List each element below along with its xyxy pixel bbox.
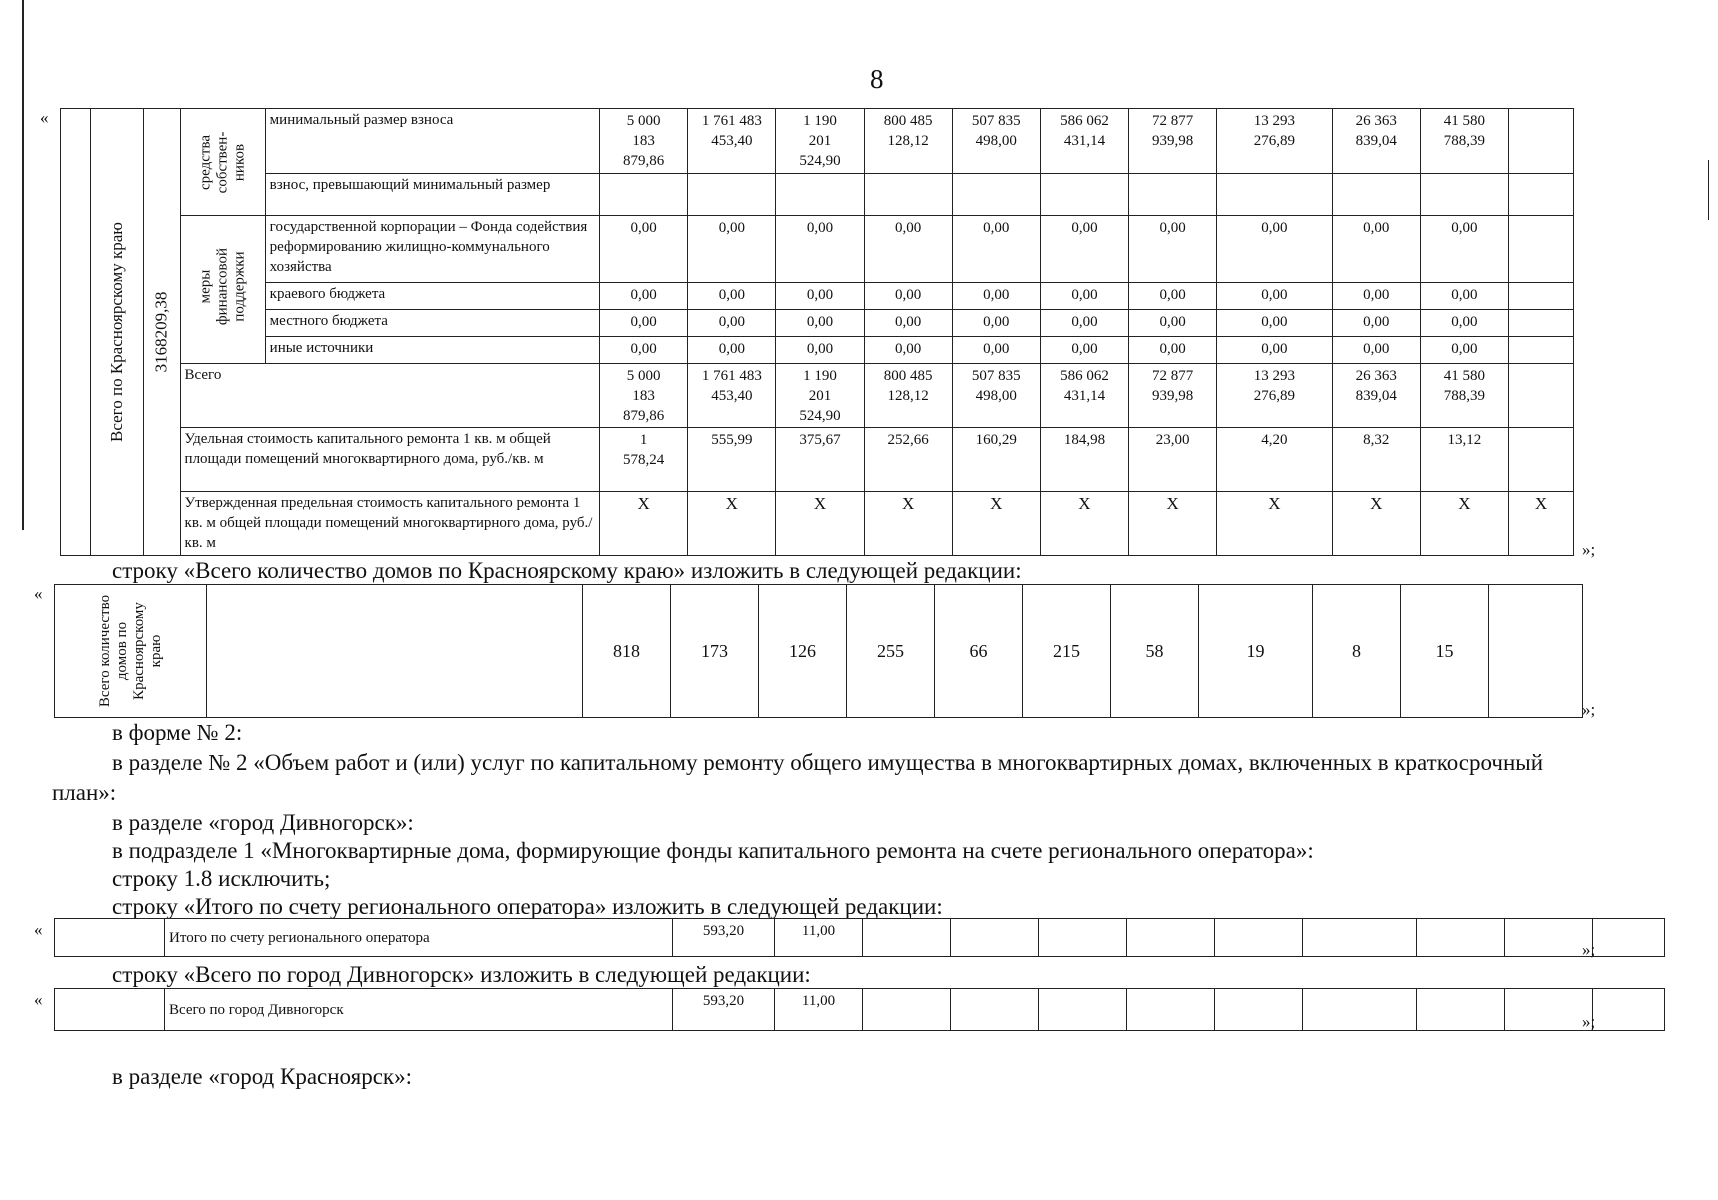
paragraph: в разделе № 2 «Объем работ и (или) услуг по капитальному ремонту общего имущества в многоквартирных домах, включенных в краткосрочный [112,750,1544,775]
cell: 13,12 [1420,428,1508,492]
open-quote: « [34,584,43,603]
cell: X [1420,492,1508,556]
close-quote: »; [1582,1012,1596,1031]
cell: 0,00 [1217,216,1333,283]
cell: 1 190 201 524,90 [776,364,864,428]
cell: 593,20 [673,989,775,1031]
cell: 184,98 [1040,428,1128,492]
cell: 11,00 [775,919,863,957]
cell: 593,20 [673,919,775,957]
cell: 5 000 183 879,86 [600,364,688,428]
cell: X [952,492,1040,556]
cell [1509,283,1574,310]
cell: 507 835 498,00 [952,109,1040,174]
cell [1303,989,1417,1031]
cell: 0,00 [600,337,688,364]
cell: 0,00 [1040,216,1128,283]
cell: 0,00 [864,216,952,283]
cell: 800 485 128,12 [864,364,952,428]
row-label: минимальный размер взноса [265,109,599,174]
paragraph: план»: [52,780,117,805]
cell [55,989,165,1031]
cell: 11,00 [775,989,863,1031]
row-label: Всего по город Дивногорск [165,989,673,1031]
open-quote: « [34,990,43,1009]
row-label: Всего [180,364,600,428]
cell: 0,00 [1129,216,1217,283]
cell: 23,00 [1129,428,1217,492]
cell: X [1509,492,1574,556]
cell [1505,919,1593,957]
cell [1417,989,1505,1031]
cell: 1 761 483 453,40 [688,364,776,428]
cell [1039,919,1127,957]
cell [1129,173,1217,215]
cell: 8 [1313,585,1401,718]
cell [55,919,165,957]
close-quote: »; [1582,540,1596,559]
cell [1420,173,1508,215]
cell: 215 [1023,585,1111,718]
cell: 0,00 [952,283,1040,310]
cell: 0,00 [952,310,1040,337]
cell [1417,919,1505,957]
cell: 0,00 [776,310,864,337]
cell: 0,00 [1332,337,1420,364]
cell: 0,00 [952,216,1040,283]
row-label: Удельная стоимость капитального ремонта 1 кв. м общей площади помещений многоквартирного дома, руб./кв. м [180,428,600,492]
summary-table [60,108,1574,556]
cell: 0,00 [1040,283,1128,310]
cell: 160,29 [952,428,1040,492]
cell [1215,989,1303,1031]
paragraph: строку 1.8 исключить; [112,866,331,891]
cell: 0,00 [1040,337,1128,364]
cell: 0,00 [688,216,776,283]
cell: 375,67 [776,428,864,492]
operator-total-table [54,918,1665,957]
cell: 0,00 [1420,283,1508,310]
cell [1039,989,1127,1031]
paragraph: в разделе «город Дивногорск»: [112,810,414,835]
cell: 0,00 [864,283,952,310]
cell: 15 [1401,585,1489,718]
houses-label: Всего количество домов по Красноярскому краю [96,594,164,708]
cell: 72 877 939,98 [1129,109,1217,174]
cell: 0,00 [1332,310,1420,337]
cell [776,173,864,215]
close-quote: »; [1582,940,1596,959]
cell [863,919,951,957]
group-support-cell [180,216,265,364]
houses-count-table [54,584,1583,718]
cell: 507 835 498,00 [952,364,1040,428]
cell: 0,00 [600,216,688,283]
cell: 586 062 431,14 [1040,364,1128,428]
cell: 0,00 [600,283,688,310]
cell [951,919,1039,957]
close-quote: »; [1582,700,1596,719]
cell [952,173,1040,215]
paragraph: в форме № 2: [112,720,243,745]
cell [1509,310,1574,337]
cell: 0,00 [776,337,864,364]
group-owners-label: средства собствен-ников [197,131,248,193]
cell [1509,109,1574,174]
cell: 0,00 [1129,283,1217,310]
cell: 0,00 [1332,216,1420,283]
cell: 41 580 788,39 [1420,109,1508,174]
row-label: государственной корпорации – Фонда содействия реформированию жилищно-коммунального хозяйства [265,216,599,283]
paragraph: строку «Всего количество домов по Красноярскому краю» изложить в следующей редакции: [112,558,1022,583]
cell: 0,00 [1332,283,1420,310]
cell [1505,989,1596,1031]
cell [600,173,688,215]
cell: 555,99 [688,428,776,492]
margin-line-right [1708,160,1709,220]
cell [1509,364,1574,428]
cell: 0,00 [776,283,864,310]
cell: 800 485 128,12 [864,109,952,174]
margin-line [22,0,24,530]
open-quote: « [40,108,49,127]
cell: X [776,492,864,556]
group-owners-cell [180,109,265,216]
group-support-label: меры финансовой поддержки [197,247,248,325]
cell: 586 062 431,14 [1040,109,1128,174]
houses-label-cell [55,585,207,718]
cell [864,173,952,215]
cell [1040,173,1128,215]
cell: 19 [1199,585,1313,718]
cell: 0,00 [1420,310,1508,337]
area-cell [144,109,180,556]
cell [1509,428,1574,492]
row-label: иные источники [265,337,599,364]
cell [1489,585,1583,718]
cell: X [688,492,776,556]
cell: 0,00 [1217,310,1333,337]
cell: 0,00 [864,310,952,337]
cell: 13 293 276,89 [1217,364,1333,428]
cell: 0,00 [1420,337,1508,364]
cell [1509,216,1574,283]
cell: 0,00 [1129,310,1217,337]
cell: 0,00 [864,337,952,364]
cell: 0,00 [688,283,776,310]
cell [1127,989,1215,1031]
cell: 13 293 276,89 [1217,109,1333,174]
row-label: Итого по счету регионального оператора [165,919,673,957]
cell [1509,173,1574,215]
cell: 0,00 [952,337,1040,364]
cell [951,989,1039,1031]
page-number: 8 [870,64,884,94]
cell [1332,173,1420,215]
cell: 0,00 [1217,283,1333,310]
cell [688,173,776,215]
cell: 5 000 183 879,86 [600,109,688,174]
cell: 66 [935,585,1023,718]
region-label: Всего по Красноярскому краю [107,222,127,442]
cell: 0,00 [1129,337,1217,364]
area-value: 3168209,38 [151,291,171,373]
cell: 0,00 [776,216,864,283]
cell [1215,919,1303,957]
paragraph: строку «Итого по счету регионального оператора» изложить в следующей редакции: [112,894,943,919]
cell: 26 363 839,04 [1332,109,1420,174]
blank-col [61,109,91,556]
paragraph: в разделе «город Красноярск»: [112,1064,412,1089]
cell: 818 [583,585,671,718]
cell: 0,00 [600,310,688,337]
cell: 1 190 201 524,90 [776,109,864,174]
cell [1509,337,1574,364]
divnogorsk-total-table [54,988,1665,1031]
cell [207,585,583,718]
row-label: взнос, превышающий минимальный размер [265,173,599,215]
cell: 252,66 [864,428,952,492]
cell: 41 580 788,39 [1420,364,1508,428]
cell [1217,173,1333,215]
cell: 173 [671,585,759,718]
region-cell [91,109,144,556]
cell: 0,00 [688,337,776,364]
paragraph: в подразделе 1 «Многоквартирные дома, формирующие фонды капитального ремонта на счете регионального оператора»: [112,838,1314,863]
cell: 0,00 [1040,310,1128,337]
cell [863,989,951,1031]
cell: 0,00 [1420,216,1508,283]
cell: 26 363 839,04 [1332,364,1420,428]
cell: 72 877 939,98 [1129,364,1217,428]
cell: X [1040,492,1128,556]
cell: 0,00 [688,310,776,337]
cell: 1 578,24 [600,428,688,492]
cell: 255 [847,585,935,718]
cell: X [600,492,688,556]
cell: 8,32 [1332,428,1420,492]
cell [1593,989,1665,1031]
cell [1127,919,1215,957]
row-label: краевого бюджета [265,283,599,310]
cell: 4,20 [1217,428,1333,492]
cell: 58 [1111,585,1199,718]
row-label: местного бюджета [265,310,599,337]
cell: X [1129,492,1217,556]
cell: 0,00 [1217,337,1333,364]
cell [1303,919,1417,957]
cell: 126 [759,585,847,718]
cell: X [1217,492,1333,556]
cell [1593,919,1665,957]
cell: 1 761 483 453,40 [688,109,776,174]
paragraph: строку «Всего по город Дивногорск» изложить в следующей редакции: [112,962,811,987]
cell: X [1332,492,1420,556]
cell: X [864,492,952,556]
open-quote: « [34,920,43,939]
row-label: Утвержденная предельная стоимость капитального ремонта 1 кв. м общей площади помещений многоквартирного дома, руб./кв. м [180,492,600,556]
